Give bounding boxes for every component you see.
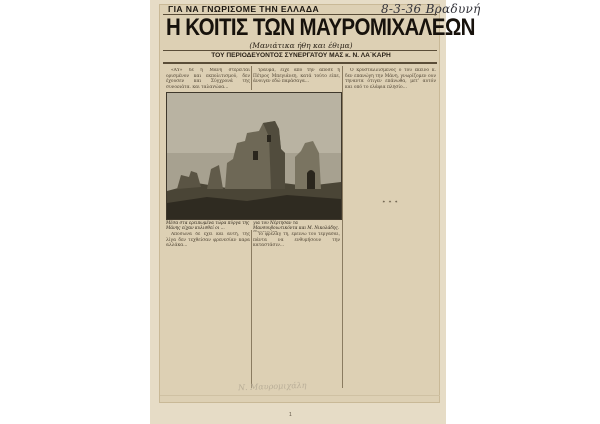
photo-caption-left: Μέσα στα ερειπωμένα τώρα πύργα της Μάνης είχαν κυλισθεί οι ...: [166, 220, 250, 231]
body-column-1-top: «ΑΥ» δε η Μάνη στερείται ορισμένον και εκπολιτισμού, δεν έχουσεν και Σύγχρονά της συνοριάτα, και ταλαχώρα...: [166, 68, 250, 88]
body-column-2-top: τραύμα, είχε από την απόσε ή Πέτρος Μπεγιάνεη, κατά τούτο είπε, άνοιγεν εδώ παράσαγα...: [253, 68, 340, 85]
article-headline: Η ΚΟΙΤΙΣ ΤΩΝ ΜΑΥΡΟΜΙΧΑΛΕΩΝ: [166, 13, 475, 41]
handwritten-date: 8-3-36 Βραδυνή: [381, 2, 481, 16]
handwritten-note: Ν. Μαυρομιχάλη: [237, 380, 307, 393]
body-column-1-bottom: Απόσωνα δε έχει και αυτή, της λίγα δεν τεχθείσαν φρενεσίαν καρα αλλάκα...: [166, 232, 250, 249]
column-separator: [251, 230, 252, 388]
body-column-3: Ο κρυσταλλισμένος ο τού εκείνο κ. δεν επανώγη την Μάνη, γνωρίζομεν ουν τηναντα ότιγεν επάνωθα, μετ' αυτόν και οπό το ελάφια πλησίο...: [345, 68, 436, 90]
section-divider: * * *: [382, 200, 399, 206]
column-separator: [342, 66, 343, 388]
page-number: 1: [289, 412, 292, 418]
divider-rule: [163, 50, 437, 51]
clipping-bottom-edge: [160, 395, 440, 396]
article-subtitle: (Μανιάτικα ήθη και έθιμα): [249, 41, 353, 50]
divider-rule: [163, 62, 437, 64]
column-separator: [251, 66, 252, 90]
series-heading: ΓΙΑ ΝΑ ΓΝΩΡΙΣΟΜΕ ΤΗΝ ΕΛΛΑΔΑ: [168, 4, 320, 14]
divider-rule: [163, 14, 437, 15]
ruined-tower-photo: [166, 92, 342, 220]
article-byline: ΤΟΥ ΠΕΡΙΟΔΕΥΟΝΤΟΣ ΣΥΝΕΡΓΑΤΟΥ ΜΑΣ κ. Ν. ΛΑ΄ΚΑΡΗ: [211, 52, 391, 59]
body-column-2-bottom: το φρέλαγ τη, έρεινω του τεργάσαι, πάντα να ενθυμήσουν την καταστάσιν...: [253, 232, 340, 249]
photo-caption-right: για του Νέρτησαν τα Μανσουβοιωτικόντα και Μ. Νικολάδης.: [253, 220, 340, 231]
